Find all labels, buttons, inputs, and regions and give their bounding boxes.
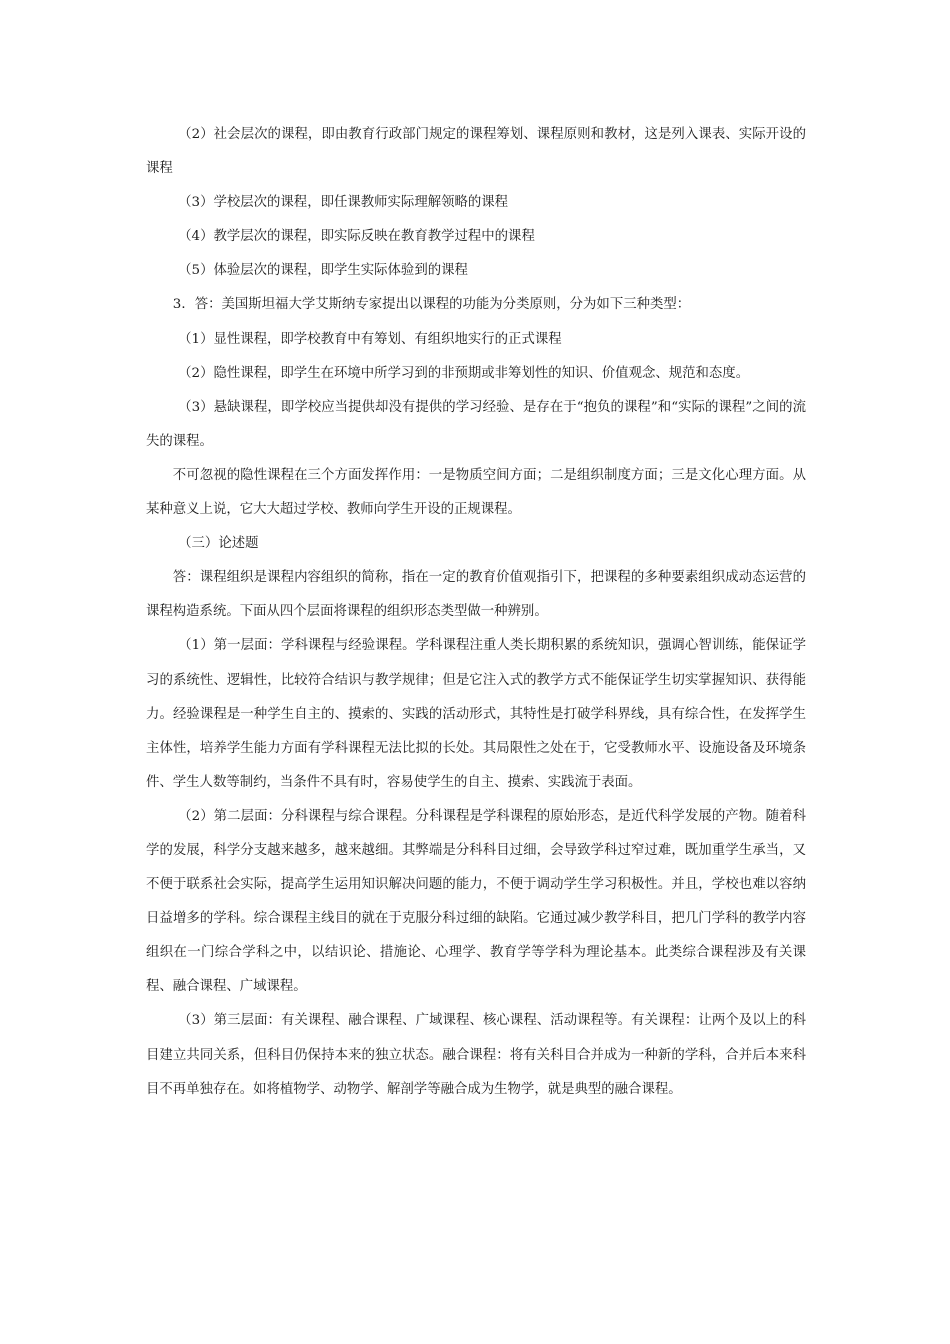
paragraph-first-level: （1）第一层面：学科课程与经验课程。学科课程注重人类长期积累的系统知识，强调心智训练，能保证学习的系统性、逻辑性，比较符合结识与教学规律；但是它注入式的教学方式不能保证学生切实掌握知识、获得能力。经验课程是一种学生自主的、摸索的、实践的活动形式，其特性是打破学科界线，具有综合性，在发挥学生主体性，培养学生能力方面有学科课程无法比拟的长处。其局限性之处在于，它受教师水平、设施设备及环境条件、学生人数等制约，当条件不具有时，容易使学生的自主、摸索、实践流于表面。 <box>146 638 806 790</box>
paragraph-experience-level: （5）体验层次的课程，即学生实际体验到的课程 <box>178 263 468 279</box>
paragraph-hidden-curriculum: （2）隐性课程，即学生在环境中所学习到的非预期或非筹划性的知识、价值观念、规范和态度。 <box>178 365 750 381</box>
paragraph-school-level: （3）学校层次的课程，即任课教师实际理解领略的课程 <box>178 195 509 211</box>
paragraph-teaching-level: （4）教学层次的课程，即实际反映在教育教学过程中的课程 <box>178 229 535 245</box>
paragraph-second-level: （2）第二层面：分科课程与综合课程。分科课程是学科课程的原始形态，是近代科学发展的产物。随着科学的发展，科学分支越来越多，越来越细。其弊端是分科科目过细，会导致学科过窄过难，既加重学生承当，又不便于联系社会实际，提高学生运用知识解决问题的能力，不便于调动学生学习积极性。并且，学校也难以容纳日益增多的学科。综合课程主线目的就在于克服分科过细的缺陷。它通过减少教学科目，把几门学科的教学内容组织在一门综合学科之中，以结识论、措施论、心理学、教育学等学科为理论基本。此类综合课程涉及有关课程、融合课程、广域课程。 <box>146 808 806 995</box>
paragraph-answer-3: 3．答：美国斯坦福大学艾斯纳专家提出以课程的功能为分类原则，分为如下三种类型： <box>172 297 691 313</box>
document-body <box>146 118 806 1107</box>
paragraph-hidden-curriculum-effects: 不可忽视的隐性课程在三个方面发挥作用：一是物质空间方面；二是组织制度方面；三是文化心理方面。从某种意义上说，它大大超过学校、教师向学生开设的正规课程。 <box>146 467 806 518</box>
paragraph-essay-answer: 答：课程组织是课程内容组织的简称，指在一定的教育价值观指引下，把课程的多种要素组织成动态运营的课程构造系统。下面从四个层面将课程的组织形态类型做一种辨别。 <box>146 570 806 620</box>
paragraph-social-level: （2）社会层次的课程，即由教育行政部门规定的课程筹划、课程原则和教材，这是列入课表、实际开设的课程 <box>146 127 806 177</box>
paragraph-third-level: （3）第三层面：有关课程、融合课程、广域课程、核心课程、活动课程等。有关课程：让两个及以上的科目建立共同关系，但科目仍保持本来的独立状态。融合课程：将有关科目合并成为一种新的学科，合并后本来科目不再单独存在。如将植物学、动物学、解剖学等融合成为生物学，就是典型的融合课程。 <box>146 1013 806 1097</box>
section-heading-essay: （三）论述题 <box>178 536 259 552</box>
paragraph-null-curriculum: （3）悬缺课程，即学校应当提供却没有提供的学习经验、是存在于“抱负的课程”和“实际的课程”之间的流失的课程。 <box>146 399 806 449</box>
paragraph-explicit-curriculum: （1）显性课程，即学校教育中有筹划、有组织地实行的正式课程 <box>178 331 562 347</box>
